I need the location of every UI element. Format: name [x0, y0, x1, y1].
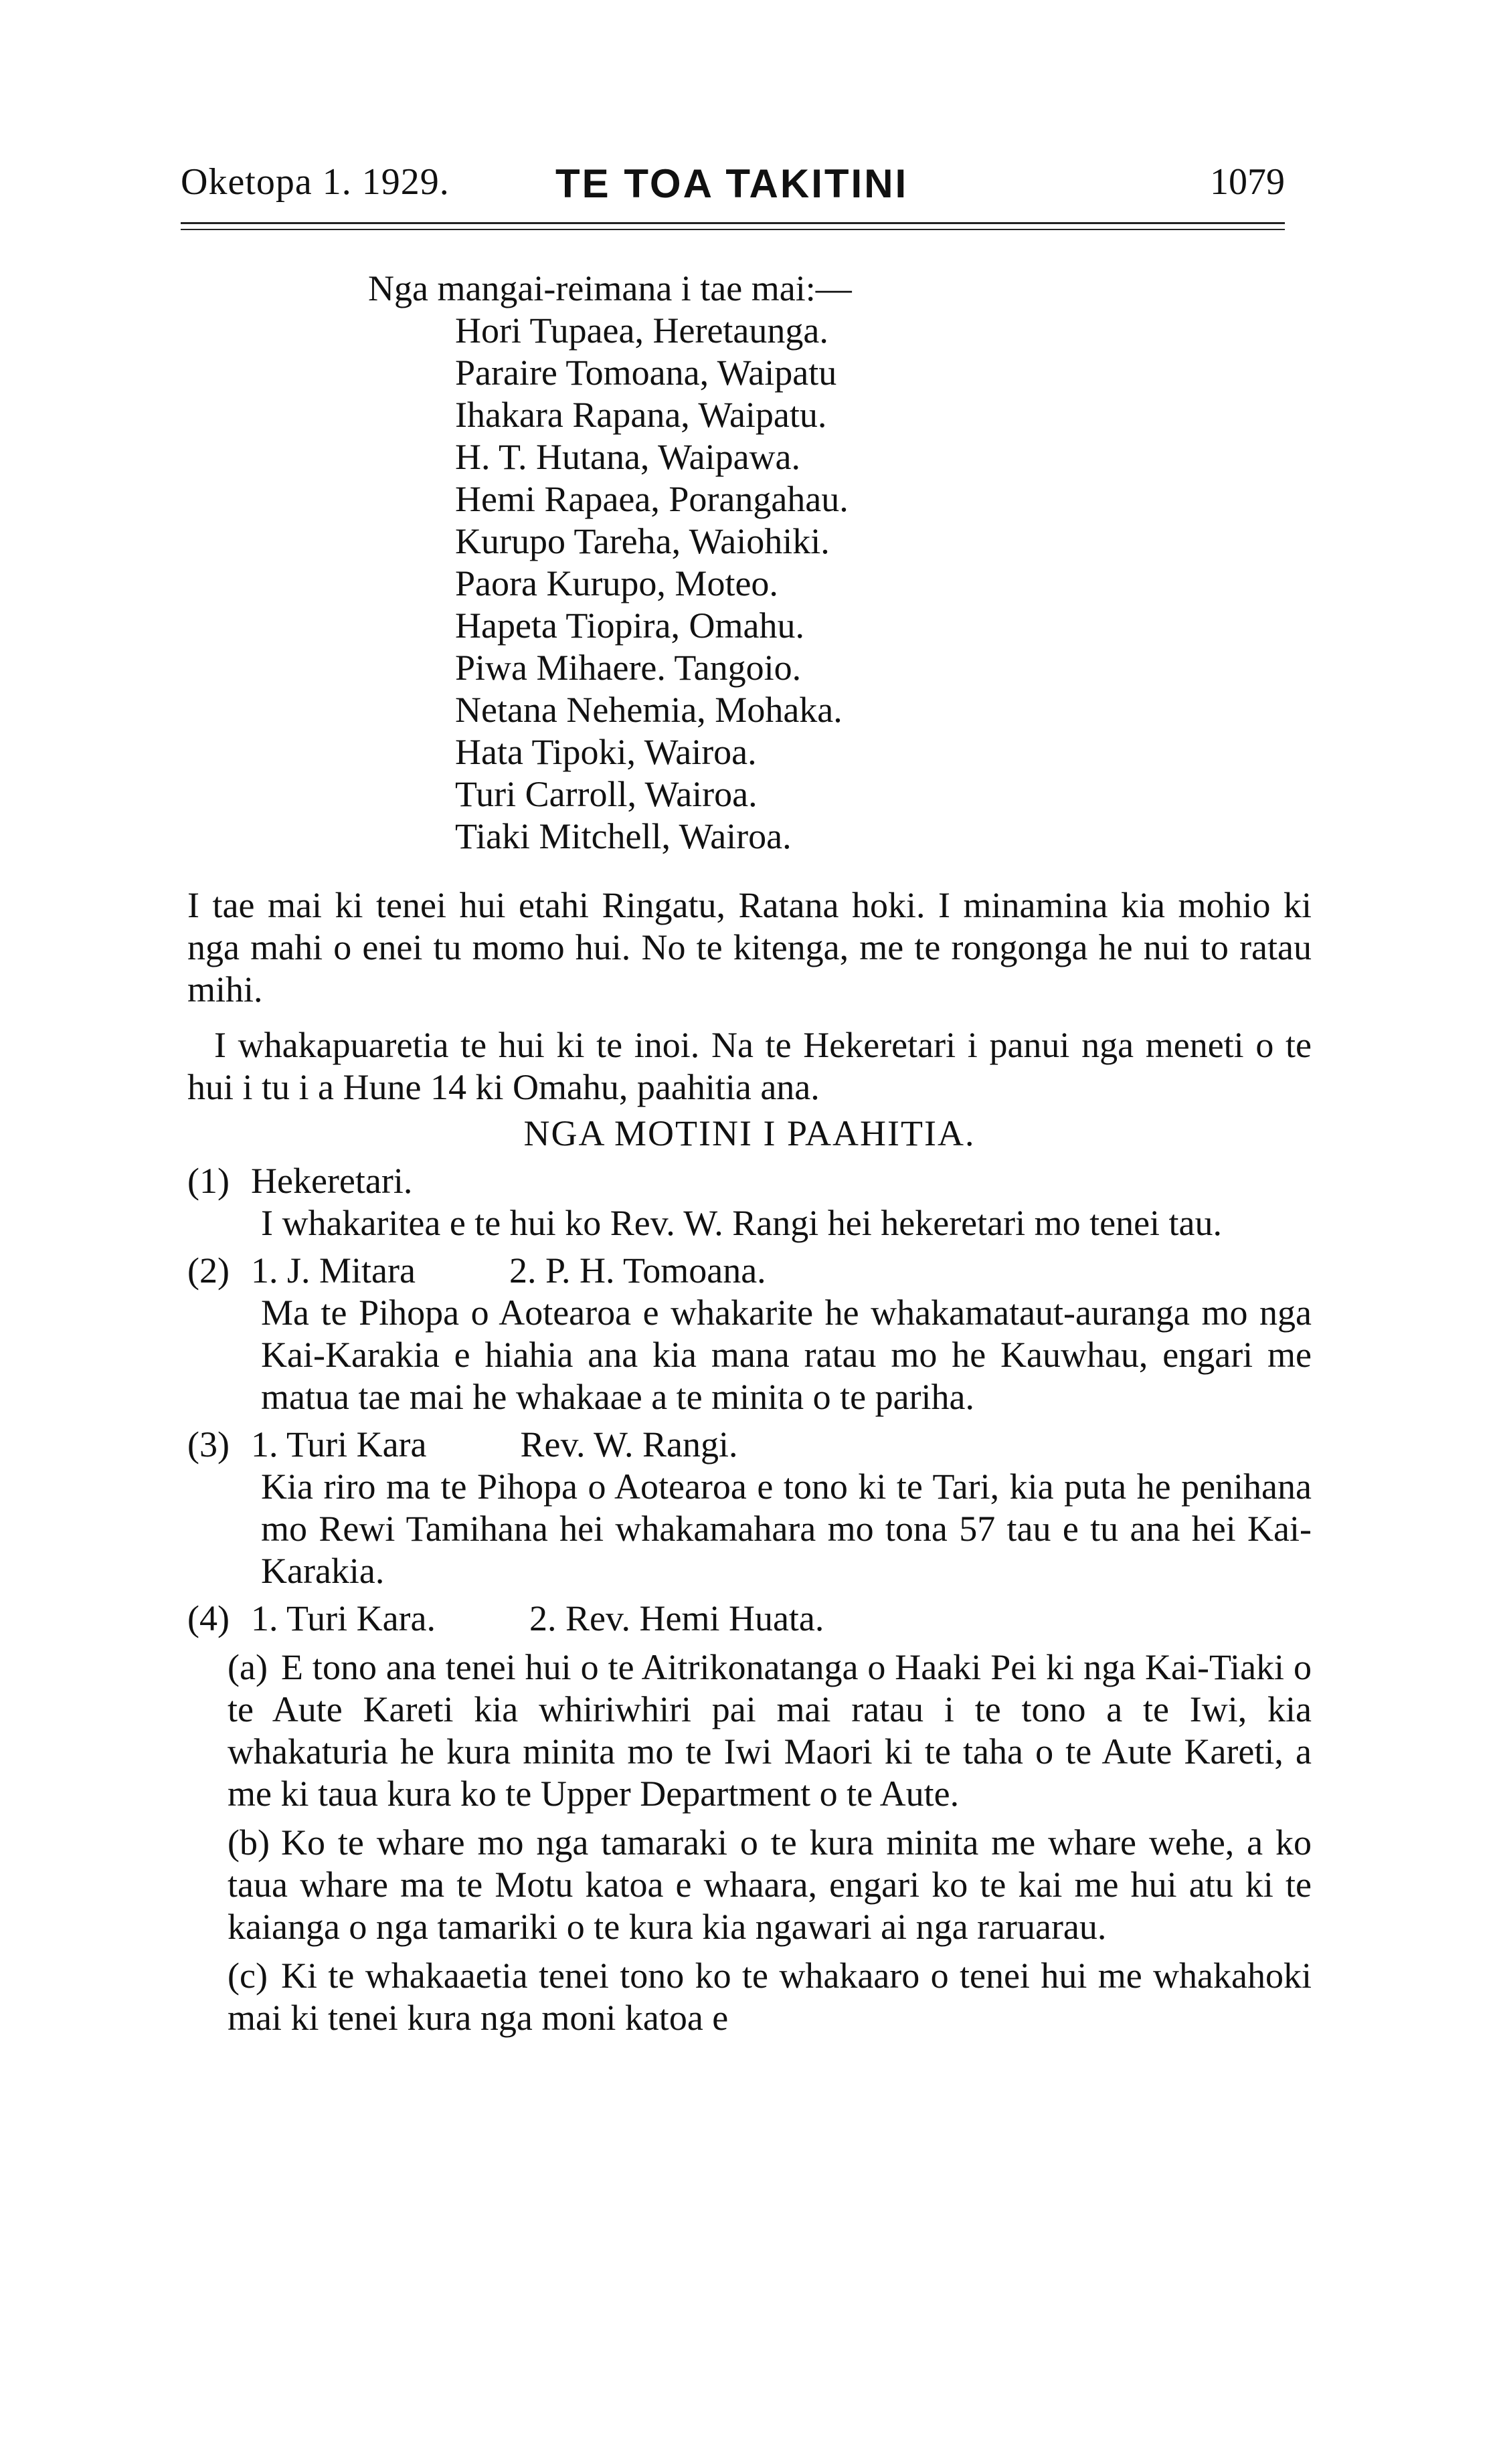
motion-subclause-b [228, 1822, 1312, 1948]
motion-number: (4) [187, 1598, 230, 1638]
paragraph-opening: I whakapuaretia te hui ki te inoi. Na te Hekeretari i panui nga meneti o te hui i tu i a Hune 14 ki Omahu, paahitia ana. [187, 1025, 1312, 1107]
motion-1 [187, 1160, 1312, 1244]
representative-item: Paraire Tomoana, Waipatu [455, 353, 837, 393]
motion-body: Kia riro ma te Pihopa o Aotearoa e tono ki te Tari, kia puta he penihana mo Rewi Tamihana hei whakamahara mo tona 57 tau e tu ana hei Kai-Karakia. [261, 1466, 1312, 1591]
subclause-text: Ki te whakaaetia tenei tono ko te whakaaro o tenei hui me whakahoki mai ki tenei kura nga moni katoa e [228, 1956, 1312, 2038]
representative-item: Hata Tipoki, Wairoa. [455, 732, 757, 772]
section-heading: NGA MOTINI I PAAHITIA. [523, 1113, 976, 1153]
motion-body: Ma te Pihopa o Aotearoa e whakarite he whakamataut-auranga mo nga Kai-Karakia e hiahia ana kia mana ratau mo he Kauwhau, engari me matua tae mai he whakaae a te minita o te pariha. [261, 1293, 1312, 1417]
page-header [181, 161, 1285, 214]
header-page-number: 1079 [1210, 161, 1285, 203]
representative-item: Tiaki Mitchell, Wairoa. [455, 816, 792, 856]
subclause-label: (a) [228, 1647, 268, 1687]
header-rule [181, 222, 1285, 224]
motion-subclause-c [228, 1955, 1312, 2039]
representative-item: Hemi Rapaea, Porangahau. [455, 479, 849, 519]
motion-seconder: Rev. W. Rangi. [520, 1424, 738, 1464]
subclause-label: (b) [228, 1822, 270, 1863]
representative-item: Netana Nehemia, Mohaka. [455, 690, 843, 730]
motion-subclause-a [228, 1646, 1312, 1815]
representatives-list [187, 310, 1312, 858]
motion-mover: 1. Turi Kara [251, 1424, 427, 1464]
motion-body: I whakaritea e te hui ko Rev. W. Rangi hei hekeretari mo tenei tau. [261, 1203, 1223, 1243]
representative-item: Ihakara Rapana, Waipatu. [455, 395, 827, 435]
header-title: TE TOA TAKITINI [555, 161, 909, 206]
representative-item: H. T. Hutana, Waipawa. [455, 437, 801, 477]
subclause-text: E tono ana tenei hui o te Aitrikonatanga o Haaki Pei ki nga Kai-Tiaki o te Aute Kareti kia whiriwhiri pai mai ratau i te tono a te Iwi, kia whakaturia he kura minita mo te Iwi Maori ki te taha o te Aute Kareti, a me ki taua kura ko te Upper Department o te Aute. [228, 1647, 1312, 1814]
motion-4 [187, 1598, 1312, 2039]
header-date: Oketopa 1. 1929. [181, 161, 450, 203]
representative-item: Turi Carroll, Wairoa. [455, 774, 758, 814]
motion-heading: Hekeretari. [251, 1161, 413, 1201]
motion-mover: 1. J. Mitara [251, 1250, 416, 1291]
representative-item: Paora Kurupo, Moteo. [455, 563, 778, 603]
motion-header [187, 1250, 1312, 1292]
header-rule-secondary [181, 229, 1285, 230]
page-body [187, 268, 1312, 2039]
representative-item: Hori Tupaea, Heretaunga. [455, 310, 828, 351]
motion-number: (2) [187, 1250, 230, 1291]
representative-item: Kurupo Tareha, Waiohiki. [455, 521, 830, 561]
motion-header [187, 1598, 1312, 1640]
motion-number: (1) [187, 1161, 230, 1201]
subclause-label: (c) [228, 1956, 268, 1996]
motion-header [187, 1424, 1312, 1466]
subclause-text: Ko te whare mo nga tamaraki o te kura minita me whare wehe, a ko taua whare ma te Motu katoa e whaara, engari ko te kai me hui atu ki te kaianga o nga tamariki o te kura kia ngawari ai nga raruarau. [228, 1822, 1312, 1947]
motion-header [187, 1160, 1312, 1202]
motion-seconder: 2. Rev. Hemi Huata. [529, 1598, 824, 1638]
paragraph-attendance: I tae mai ki tenei hui etahi Ringatu, Ratana hoki. I minamina kia mohio ki nga mahi o enei tu momo hui. No te kitenga, me te rongonga he nui to ratau mihi. [187, 885, 1312, 1010]
representative-item: Piwa Mihaere. Tangoio. [455, 648, 802, 688]
motion-mover: 1. Turi Kara. [251, 1598, 436, 1638]
representatives-intro: Nga mangai-reimana i tae mai:— [368, 268, 852, 308]
representative-item: Hapeta Tiopira, Omahu. [455, 605, 804, 646]
motion-3 [187, 1424, 1312, 1592]
motion-seconder: 2. P. H. Tomoana. [509, 1250, 766, 1291]
motion-2 [187, 1250, 1312, 1418]
motion-number: (3) [187, 1424, 230, 1464]
